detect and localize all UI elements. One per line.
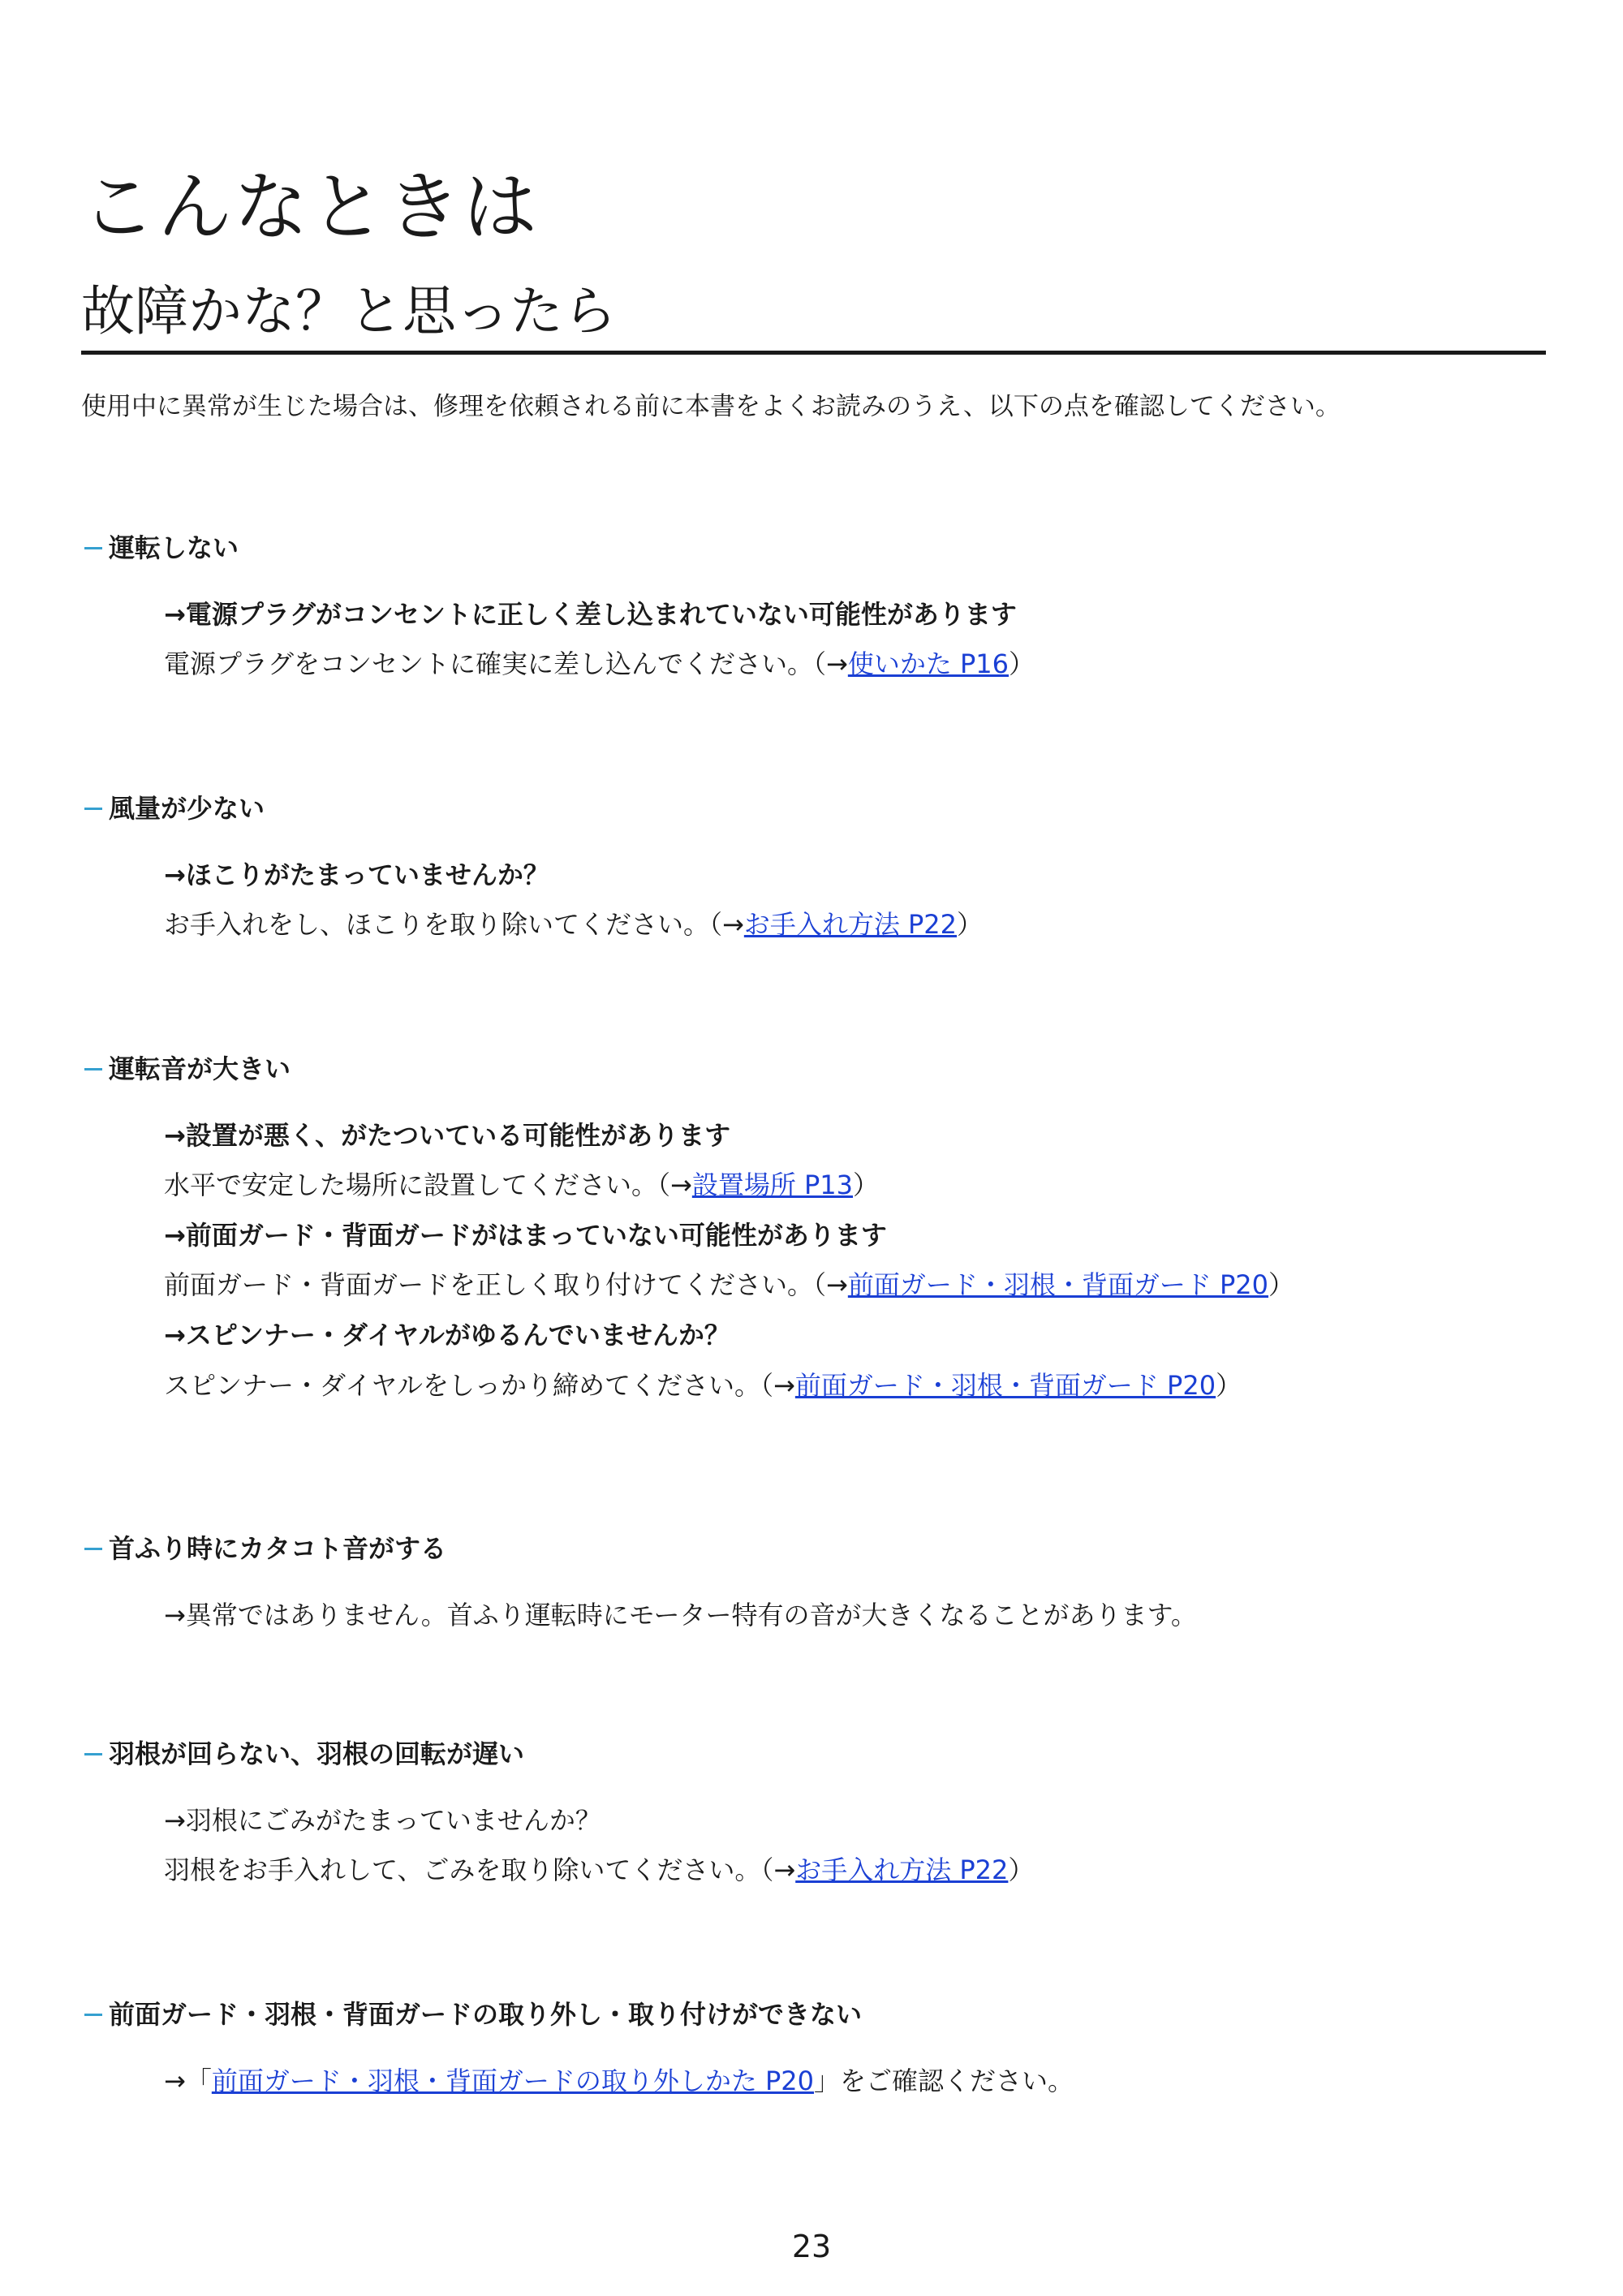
- cause-line: →前面ガード・背面ガードがはまっていない可能性があります: [164, 1219, 887, 1251]
- remedy-text: →「: [164, 2065, 212, 2096]
- remedy-text: 前面ガード・背面ガードを正しく取り付けてください。（→: [164, 1269, 848, 1301]
- remedy-text: 羽根をお手入れして、ごみを取り除いてください。（→: [164, 1854, 796, 1886]
- remedy-line: [164, 1854, 1542, 1888]
- remedy-text-end: ）: [957, 909, 984, 941]
- section-heading-text: 運転しない: [109, 532, 239, 563]
- section-no-operation: [81, 532, 1542, 682]
- cause-line: →スピンナー・ダイヤルがゆるんでいませんか？: [164, 1319, 730, 1350]
- reference-link[interactable]: お手入れ方法 P22: [795, 1854, 1009, 1886]
- section-heading: [81, 1738, 1542, 1772]
- remedy-text-end: ）: [1268, 1269, 1295, 1301]
- section-heading: [81, 1532, 1542, 1566]
- section-heading: [81, 1998, 1542, 2032]
- dash-icon: [84, 1548, 102, 1550]
- reference-link[interactable]: 前面ガード・羽根・背面ガードの取り外しかた P20: [211, 2065, 815, 2096]
- remedy-line: [164, 2065, 1542, 2099]
- remedy-text: スピンナー・ダイヤルをしっかり締めてください。（→: [164, 1369, 795, 1401]
- reference-link[interactable]: 使いかた P16: [847, 648, 1010, 680]
- section-oscillation-noise: [81, 1532, 1542, 1632]
- remedy-text: 水平で安定した場所に設置してください。（→: [164, 1170, 692, 1201]
- section-heading: [81, 1053, 1542, 1087]
- remedy-line: [164, 1169, 1542, 1203]
- cause-line: →電源プラグがコンセントに正しく差し込まれていない可能性があります: [164, 598, 1017, 630]
- section-heading-text: 風量が少ない: [109, 793, 265, 824]
- remedy-line: [164, 1269, 1542, 1303]
- remedy-text-end: ）: [853, 1170, 880, 1201]
- section-heading-text: 運転音が大きい: [109, 1053, 291, 1084]
- cause-line: →設置が悪く、がたついている可能性があります: [164, 1119, 731, 1151]
- reference-link[interactable]: 前面ガード・羽根・背面ガード P20: [847, 1269, 1269, 1301]
- dash-icon: [84, 1068, 102, 1070]
- section-low-airflow: [81, 792, 1542, 942]
- section-guard-removal: [81, 1998, 1542, 2098]
- remedy-text-end: ）: [1216, 1369, 1242, 1401]
- reference-link[interactable]: 前面ガード・羽根・背面ガード P20: [794, 1369, 1216, 1401]
- cause-line: →羽根にごみがたまっていませんか？: [164, 1804, 601, 1836]
- remedy-text: お手入れをし、ほこりを取り除いてください。（→: [164, 909, 744, 941]
- dash-icon: [84, 1753, 102, 1755]
- dash-icon: [84, 547, 102, 549]
- remedy-text: 電源プラグをコンセントに確実に差し込んでください。（→: [164, 648, 848, 680]
- dash-icon: [84, 808, 102, 810]
- answer-line: →異常ではありません。首ふり運転時にモーター特有の音が大きくなることがあります。: [164, 1599, 1197, 1630]
- reference-link[interactable]: 設置場所 P13: [691, 1170, 854, 1201]
- dash-icon: [84, 2014, 102, 2016]
- cause-line: →ほこりがたまっていませんか？: [164, 859, 549, 890]
- reference-link[interactable]: お手入れ方法 P22: [743, 909, 958, 941]
- section-loud-noise: [81, 1053, 1542, 1402]
- page-subtitle: 故障かな？と思ったら: [81, 280, 617, 342]
- section-heading-text: 羽根が回らない、羽根の回転が遅い: [109, 1738, 525, 1769]
- section-heading: [81, 532, 1542, 566]
- remedy-text-end: ）: [1009, 648, 1035, 680]
- section-heading-text: 前面ガード・羽根・背面ガードの取り外し・取り付けができない: [109, 1999, 863, 2030]
- remedy-text-end: ）: [1008, 1854, 1035, 1886]
- section-heading: [81, 792, 1542, 826]
- subtitle-underline: [81, 351, 1546, 355]
- section-blade-not-rotating: [81, 1738, 1542, 1888]
- remedy-line: [164, 1369, 1542, 1403]
- remedy-text-end: 」をご確認ください。: [814, 2065, 1074, 2096]
- page-title: こんなときは: [81, 164, 540, 251]
- intro-text: 使用中に異常が生じた場合は、修理を依頼される前に本書をよくお読みのうえ、以下の点を確認してください。: [81, 392, 1341, 421]
- remedy-line: [164, 908, 1542, 942]
- page-number: 23: [791, 2229, 832, 2264]
- section-heading-text: 首ふり時にカタコト音がする: [109, 1533, 447, 1564]
- remedy-line: [164, 648, 1542, 682]
